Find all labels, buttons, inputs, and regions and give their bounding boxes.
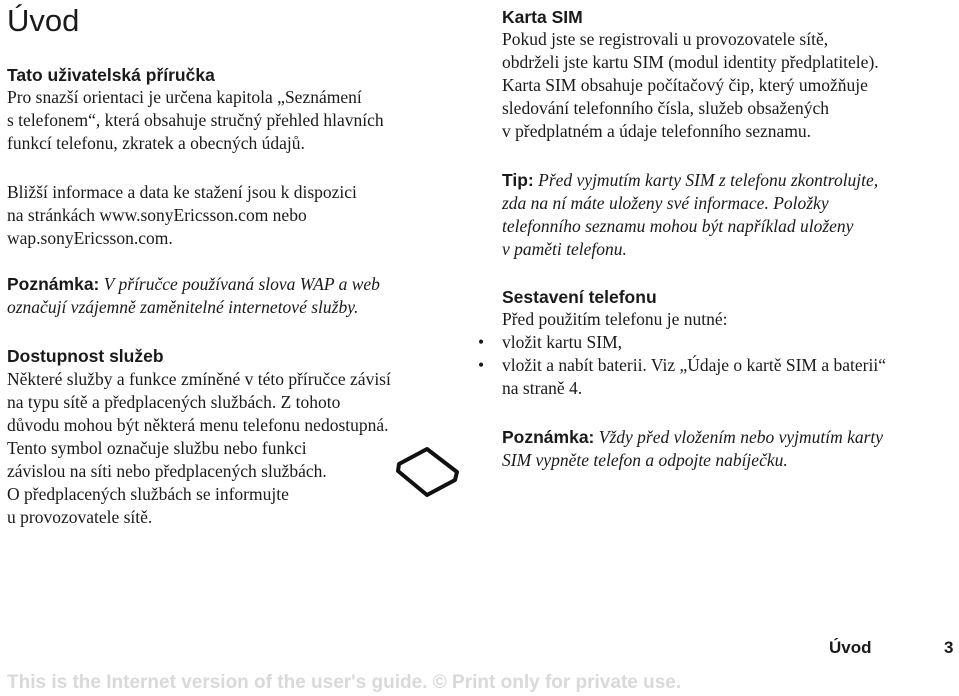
info-paragraph [7,181,477,250]
note2-text: Vždy před vložením nebo vyjmutím karty [594,427,884,447]
setup-list [478,331,954,400]
page-title: Úvod [7,3,80,38]
sim-text [502,28,954,143]
note2-paragraph [502,426,954,472]
services-line: O předplacených službách se informujte [7,484,289,504]
sim-line: Karta SIM obsahuje počítačový čip, který umožňuje [502,75,868,95]
sim-card-icon [395,446,461,498]
guide-text [7,86,477,155]
sim-heading: Karta SIM [502,7,583,27]
tip-text: Před vyjmutím karty SIM z telefonu zkontrolujte, [533,170,879,190]
list-item [478,331,954,354]
tip-line: zda na ní máte uloženy své informace. Položky [502,193,829,213]
tip-line: v paměti telefonu. [502,239,627,259]
services-section [7,345,477,529]
guide-line: s telefonem“, která obsahuje stručný přehled hlavních [7,110,384,130]
services-line: závislou na síti nebo předplacených službách. [7,461,327,481]
watermark-disclaimer: This is the Internet version of the user's guide. © Print only for private use. [7,672,682,693]
list-item [478,354,954,400]
setup-text [478,308,954,400]
info-line: Bližší informace a data ke stažení jsou k dispozici [7,182,357,202]
services-heading: Dostupnost služeb [7,346,164,366]
sim-section [502,6,954,143]
setup-section [478,286,954,400]
sim-line: obdrželi jste kartu SIM (modul identity předplatitele). [502,52,879,72]
note-line [7,273,477,296]
bullet-icon: • [478,355,485,375]
note-line: označují vzájemně zaměnitelné internetové služby. [7,297,359,317]
tip-line [502,169,954,192]
note-text: V příručce používaná slova WAP a web [99,274,380,294]
list-item-text: vložit a nabít baterii. Viz „Údaje o kartě SIM a baterii“ [502,355,886,375]
services-line: důvodu mohou být některá menu telefonu nedostupná. [7,415,389,435]
note-paragraph [7,273,477,319]
note2-line: SIM vypněte telefon a odpojte nabíječku. [502,450,788,470]
note2-line [502,426,954,449]
tip-line: telefonního seznamu mohou být například uloženy [502,216,854,236]
guide-section [7,64,477,155]
services-line: u provozovatele sítě. [7,507,153,527]
info-line: na stránkách www.sonyEricsson.com nebo [7,205,307,225]
services-line: Některé služby a funkce zmíněné v této příručce závisí [7,369,391,389]
services-line: na typu sítě a předplacených službách. Z tohoto [7,392,341,412]
guide-heading: Tato uživatelská příručka [7,65,215,85]
note-label: Poznámka: [7,274,100,294]
guide-line: Pro snazší orientaci je určena kapitola „Seznámení [7,87,362,107]
list-item-text: vložit kartu SIM, [502,332,623,352]
sim-line: v předplatném a údaje telefonního seznamu. [502,121,812,141]
page-number: 3 [944,638,954,657]
guide-line: funkcí telefonu, zkratek a obecných údajů. [7,133,305,153]
services-line: Tento symbol označuje službu nebo funkci [7,438,307,458]
tip-paragraph [502,169,954,261]
sim-line: sledování telefonního čísla, služeb obsažených [502,98,830,118]
setup-intro: Před použitím telefonu je nutné: [502,309,728,329]
list-item-text: na straně 4. [502,378,583,398]
setup-heading: Sestavení telefonu [502,287,657,307]
footer-section-title: Úvod [829,638,872,657]
tip-label: Tip: [502,170,534,190]
sim-line: Pokud jste se registrovali u provozovatele sítě, [502,29,829,49]
bullet-icon: • [478,332,485,352]
note2-label: Poznámka: [502,427,595,447]
info-line: wap.sonyEricsson.com. [7,228,173,248]
